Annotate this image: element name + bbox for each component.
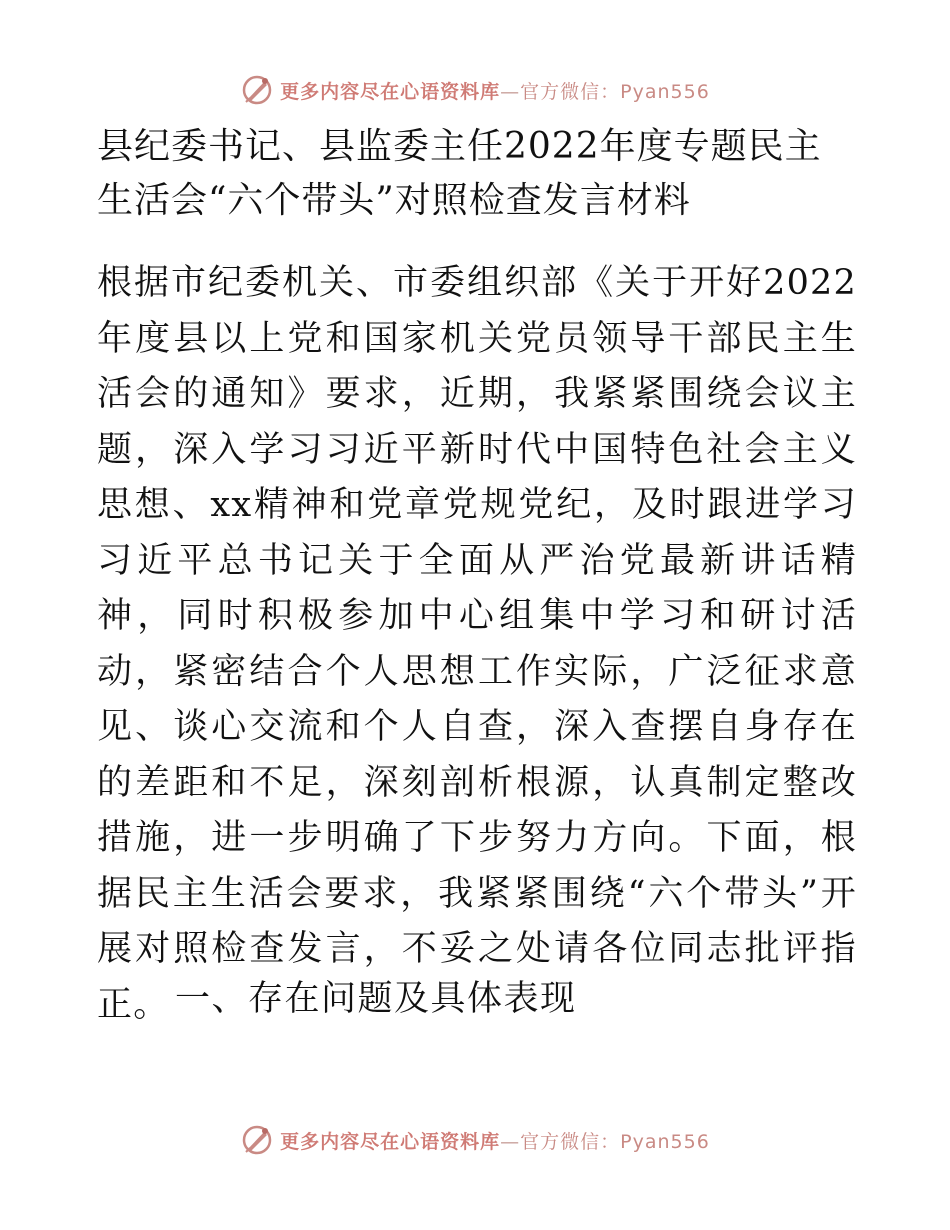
watermark-footer — [0, 1120, 950, 1160]
quill-seal-icon — [240, 1123, 274, 1157]
watermark-brand: 更多内容尽在心语资料库 — [280, 80, 501, 103]
section-heading: 一、存在问题及具体表现 — [175, 979, 577, 1019]
body-paragraph: 根据市纪委机关、市委组织部《关于开好2022年度县以上党和国家机关党员领导干部民主生活会的通知》要求，近期，我紧紧围绕会议主题，深入学习习近平新时代中国特色社会主义思想、xx精神和党章党规党纪，及时跟进学习习近平总书记关于全面从严治党最新讲话精神，同时积极参加中心组集中学习和研讨活动，紧密结合个人思想工作实际，广泛征求意见、谈心交流和个人自查，深入查摆自身存在的差距和不足，深刻剖析根源，认真制定整改措施，进一步明确了下步努力方向。下面，根据民主生活会要求，我紧紧围绕“六个带头”开展对照检查发言，不妥之处请各位同志批评指正。 — [97, 263, 857, 1025]
watermark-header — [0, 70, 950, 110]
watermark-separator: — — [500, 80, 521, 103]
watermark-suffix: 官方微信：Pyan556 — [520, 80, 710, 103]
quill-seal-icon — [240, 73, 274, 107]
watermark-suffix: 官方微信：Pyan556 — [520, 1130, 710, 1153]
watermark-brand: 更多内容尽在心语资料库 — [280, 1130, 501, 1153]
watermark-separator: — — [500, 1130, 521, 1153]
document-title: 县纪委书记、县监委主任2022年度专题民主生活会“六个带头”对照检查发言材料 — [97, 126, 822, 221]
